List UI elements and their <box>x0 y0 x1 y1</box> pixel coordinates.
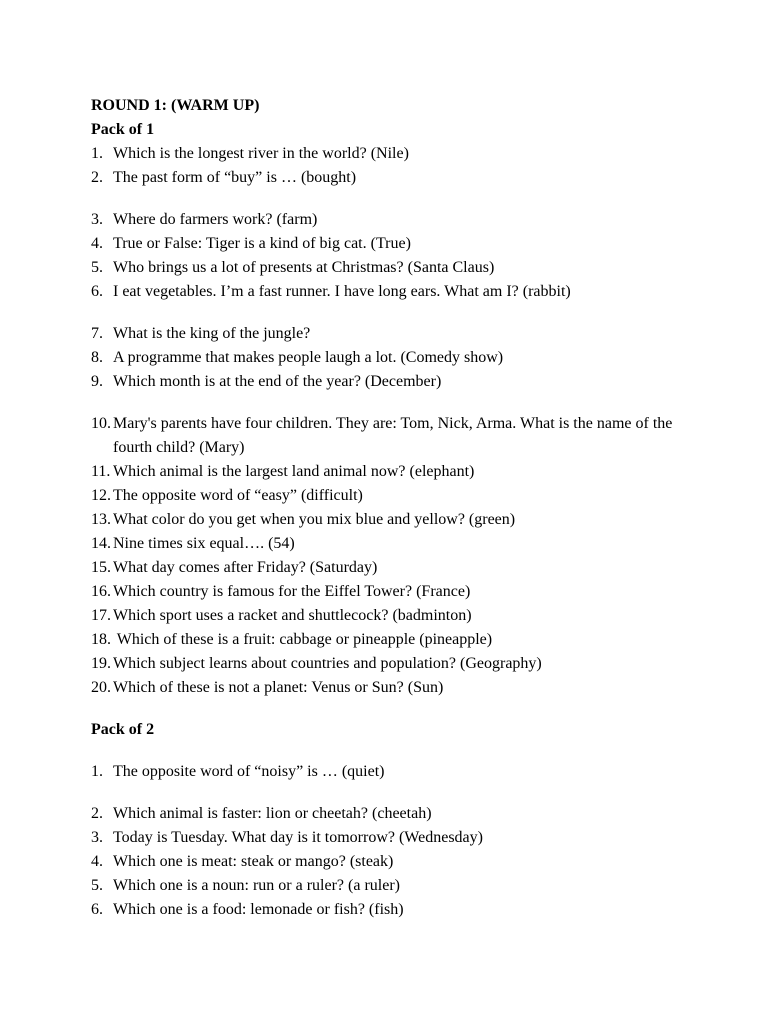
question-number: 11. <box>91 463 111 480</box>
question-item <box>91 850 691 874</box>
question-item <box>91 280 691 304</box>
question-number: 19. <box>91 655 111 672</box>
question-item <box>91 874 691 898</box>
question-text: A programme that makes people laugh a lot. (Comedy show) <box>113 349 504 366</box>
question-text: Which sport uses a racket and shuttlecock? (badminton) <box>113 607 472 624</box>
question-item <box>91 826 691 850</box>
question-item <box>91 232 691 256</box>
round-title: ROUND 1: (WARM UP) <box>91 97 260 114</box>
question-number: 12. <box>91 487 111 504</box>
question-number: 7. <box>91 325 103 342</box>
question-item <box>91 898 691 922</box>
question-item <box>91 208 691 232</box>
question-text: Nine times six equal…. (54) <box>113 535 295 552</box>
question-item <box>91 412 691 460</box>
question-item <box>91 580 691 604</box>
paragraph-gap <box>91 700 691 718</box>
pack-2-title: Pack of 2 <box>91 721 155 738</box>
question-number: 4. <box>91 235 103 252</box>
paragraph-gap <box>91 784 691 802</box>
question-item <box>91 322 691 346</box>
question-item <box>91 604 691 628</box>
question-text: The opposite word of “noisy” is … (quiet) <box>113 763 385 780</box>
question-text: Which is the longest river in the world? (Nile) <box>113 145 409 162</box>
question-number: 13. <box>91 511 111 528</box>
question-item <box>91 556 691 580</box>
question-number: 17. <box>91 607 111 624</box>
question-item <box>91 346 691 370</box>
question-item <box>91 532 691 556</box>
question-number: 1. <box>91 145 103 162</box>
question-number: 18. <box>91 631 111 648</box>
question-number: 4. <box>91 853 103 870</box>
question-number: 6. <box>91 901 103 918</box>
question-text: True or False: Tiger is a kind of big cat. (True) <box>113 235 411 252</box>
question-item <box>91 652 691 676</box>
question-text: Mary's parents have four children. They are: Tom, Nick, Arma. What is the name of the fourth child? (Mary) <box>113 415 673 456</box>
question-item <box>91 628 691 652</box>
question-item <box>91 256 691 280</box>
paragraph-gap <box>91 304 691 322</box>
question-text: What is the king of the jungle? <box>113 325 311 342</box>
question-number: 9. <box>91 373 103 390</box>
question-text: What color do you get when you mix blue and yellow? (green) <box>113 511 516 528</box>
question-number: 14. <box>91 535 111 552</box>
question-text: Which one is meat: steak or mango? (steak) <box>113 853 394 870</box>
question-text: I eat vegetables. I’m a fast runner. I have long ears. What am I? (rabbit) <box>113 283 571 300</box>
question-text: Which animal is the largest land animal now? (elephant) <box>113 463 475 480</box>
question-text: Where do farmers work? (farm) <box>113 211 318 228</box>
question-number: 5. <box>91 259 103 276</box>
question-number: 5. <box>91 877 103 894</box>
question-item <box>91 166 691 190</box>
question-number: 6. <box>91 283 103 300</box>
question-text: Which country is famous for the Eiffel Tower? (France) <box>113 583 471 600</box>
question-text: Which subject learns about countries and population? (Geography) <box>113 655 542 672</box>
question-number: 3. <box>91 829 103 846</box>
question-number: 15. <box>91 559 111 576</box>
question-number: 2. <box>91 169 103 186</box>
question-text: Who brings us a lot of presents at Christmas? (Santa Claus) <box>113 259 495 276</box>
question-item <box>91 760 691 784</box>
question-text: The opposite word of “easy” (difficult) <box>113 487 363 504</box>
pack-1-title: Pack of 1 <box>91 121 155 138</box>
question-text: Which month is at the end of the year? (December) <box>113 373 442 390</box>
question-item <box>91 484 691 508</box>
question-item <box>91 142 691 166</box>
question-text: Which of these is not a planet: Venus or Sun? (Sun) <box>113 679 444 696</box>
question-number: 3. <box>91 211 103 228</box>
question-item <box>91 370 691 394</box>
question-text: Which animal is faster: lion or cheetah? (cheetah) <box>113 805 432 822</box>
document-content <box>91 94 691 922</box>
question-number: 20. <box>91 679 111 696</box>
question-text: The past form of “buy” is … (bought) <box>113 169 357 186</box>
question-item <box>91 460 691 484</box>
paragraph-gap <box>91 394 691 412</box>
question-item <box>91 802 691 826</box>
question-text: What day comes after Friday? (Saturday) <box>113 559 378 576</box>
question-text: Which of these is a fruit: cabbage or pineapple (pineapple) <box>113 631 493 648</box>
question-number: 2. <box>91 805 103 822</box>
paragraph-gap <box>91 190 691 208</box>
question-item <box>91 508 691 532</box>
question-text: Which one is a noun: run or a ruler? (a ruler) <box>113 877 400 894</box>
question-text: Today is Tuesday. What day is it tomorrow? (Wednesday) <box>113 829 483 846</box>
question-number: 8. <box>91 349 103 366</box>
question-text: Which one is a food: lemonade or fish? (fish) <box>113 901 404 918</box>
question-number: 1. <box>91 763 103 780</box>
question-number: 10. <box>91 415 111 432</box>
question-number: 16. <box>91 583 111 600</box>
question-item <box>91 676 691 700</box>
paragraph-gap <box>91 742 691 760</box>
